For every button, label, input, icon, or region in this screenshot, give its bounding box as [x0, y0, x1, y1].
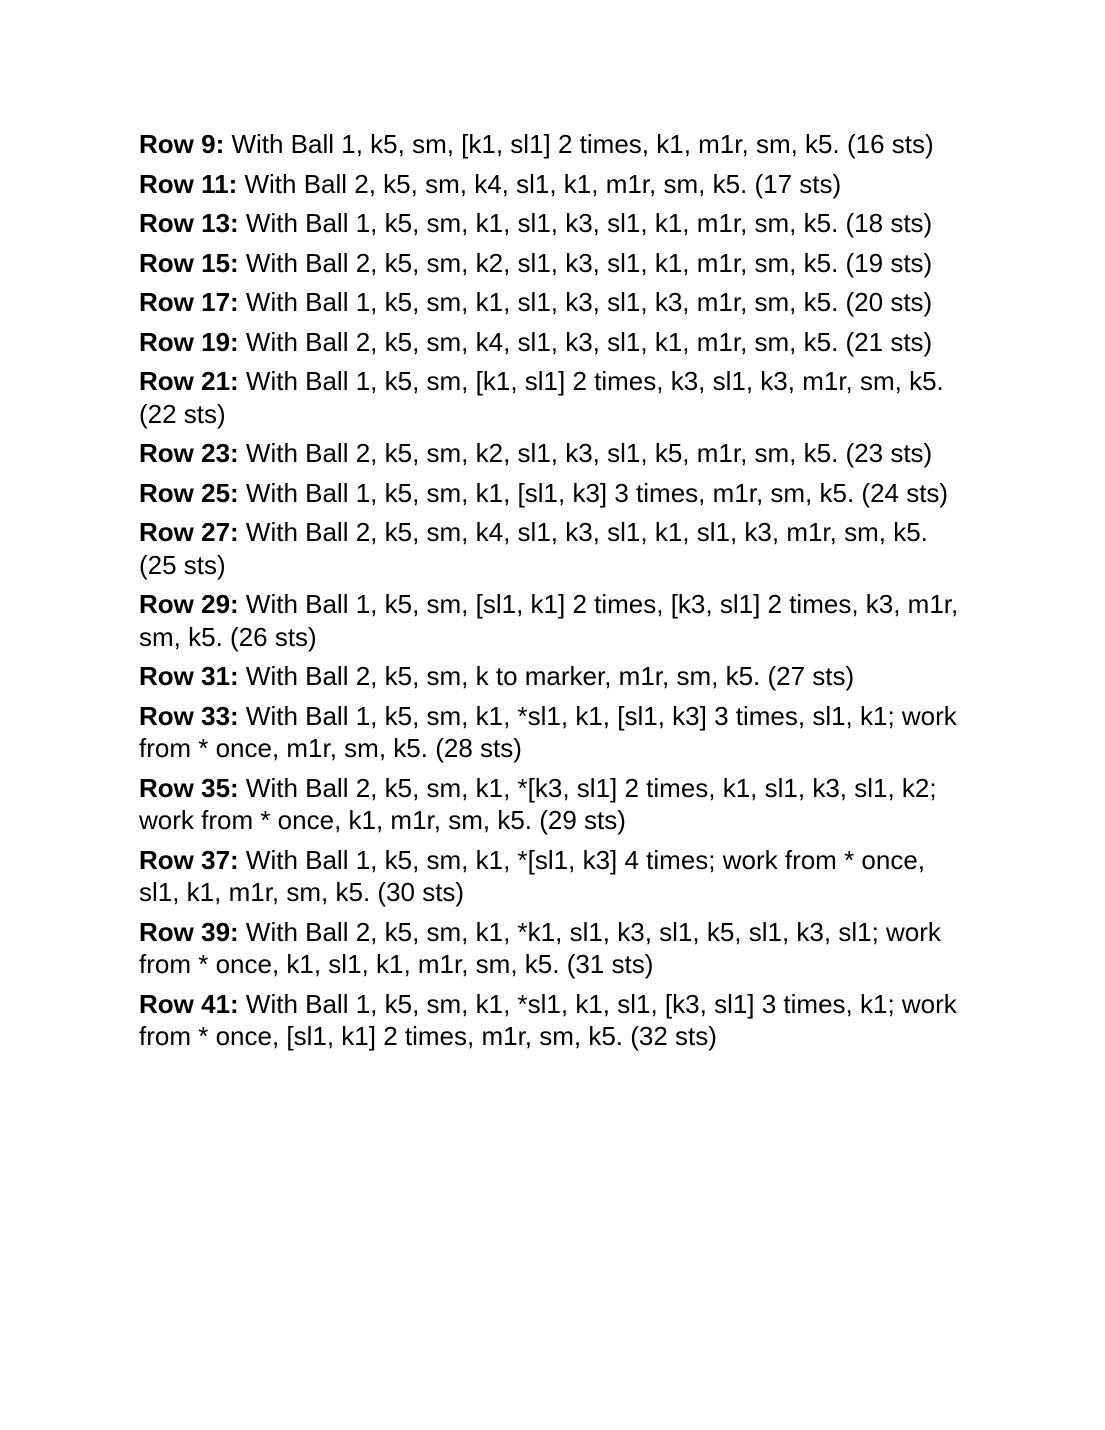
row-label: Row 21: — [139, 366, 239, 396]
row-text: With Ball 2, k5, sm, k4, sl1, k3, sl1, k1, m1r, sm, k5. (21 sts) — [238, 326, 933, 357]
row-text: With Ball 2, k5, sm, k4, sl1, k3, sl1, k1, sl1, k3, m1r, sm, k5. (25 sts) — [139, 517, 928, 580]
row-23 — [139, 437, 969, 470]
row-label: Row 29: — [139, 589, 239, 619]
row-text: With Ball 1, k5, sm, [k1, sl1] 2 times, k3, sl1, k3, m1r, sm, k5. (22 sts) — [139, 366, 944, 429]
row-text: With Ball 1, k5, sm, k1, [sl1, k3] 3 times, m1r, sm, k5. (24 sts) — [238, 477, 949, 508]
row-text: With Ball 1, k5, sm, k1, *sl1, k1, [sl1, k3] 3 times, sl1, k1; work from * once, m1r, sm, k5. (28 sts) — [139, 700, 957, 763]
row-29 — [139, 588, 969, 653]
row-label: Row 17: — [139, 287, 239, 317]
row-label: Row 31: — [139, 661, 239, 691]
row-13 — [139, 207, 969, 240]
row-label: Row 33: — [139, 700, 239, 731]
row-41 — [139, 988, 969, 1053]
row-11 — [139, 168, 969, 201]
row-label: Row 37: — [139, 844, 239, 875]
row-label: Row 25: — [139, 477, 239, 508]
pattern-instructions — [139, 128, 969, 1060]
row-33 — [139, 700, 969, 765]
row-label: Row 13: — [139, 208, 239, 238]
row-39 — [139, 916, 969, 981]
row-19 — [139, 326, 969, 359]
row-text: With Ball 1, k5, sm, k1, *[sl1, k3] 4 times; work from * once, sl1, k1, m1r, sm, k5. (30 sts) — [139, 844, 926, 907]
row-25 — [139, 477, 969, 510]
row-text: With Ball 2, k5, sm, k2, sl1, k3, sl1, k1, m1r, sm, k5. (19 sts) — [238, 247, 933, 278]
row-text: With Ball 2, k5, sm, k1, *k1, sl1, k3, sl1, k5, sl1, k3, sl1; work from * once, k1, sl1, k1, m1r, sm, k5. (31 sts) — [139, 916, 941, 979]
row-label: Row 35: — [139, 772, 239, 803]
row-label: Row 15: — [139, 247, 239, 278]
row-label: Row 11: — [139, 168, 238, 199]
row-text: With Ball 2, k5, sm, k2, sl1, k3, sl1, k5, m1r, sm, k5. (23 sts) — [238, 438, 933, 468]
row-text: With Ball 2, k5, sm, k1, *[k3, sl1] 2 times, k1, sl1, k3, sl1, k2; work from * once, k1, m1r, sm, k5. (29 sts) — [139, 772, 937, 835]
row-text: With Ball 2, k5, sm, k to marker, m1r, sm, k5. (27 sts) — [238, 661, 855, 691]
row-text: With Ball 1, k5, sm, k1, sl1, k3, sl1, k1, m1r, sm, k5. (18 sts) — [238, 208, 933, 238]
row-text: With Ball 1, k5, sm, [sl1, k1] 2 times, [k3, sl1] 2 times, k3, m1r, sm, k5. (26 sts) — [139, 589, 959, 652]
row-label: Row 23: — [139, 438, 239, 468]
row-text: With Ball 1, k5, sm, k1, sl1, k3, sl1, k3, m1r, sm, k5. (20 sts) — [238, 287, 933, 317]
row-9 — [139, 128, 969, 161]
row-37 — [139, 844, 969, 909]
row-21 — [139, 365, 969, 430]
row-label: Row 27: — [139, 517, 239, 547]
row-label: Row 41: — [139, 988, 239, 1019]
row-35 — [139, 772, 969, 837]
row-15 — [139, 247, 969, 280]
row-label: Row 39: — [139, 916, 239, 947]
row-label: Row 19: — [139, 326, 239, 357]
row-label: Row 9: — [139, 129, 225, 159]
row-text: With Ball 1, k5, sm, [k1, sl1] 2 times, k1, m1r, sm, k5. (16 sts) — [224, 129, 934, 159]
row-27 — [139, 516, 969, 581]
row-17 — [139, 286, 969, 319]
row-text: With Ball 2, k5, sm, k4, sl1, k1, m1r, sm, k5. (17 sts) — [237, 168, 842, 199]
row-text: With Ball 1, k5, sm, k1, *sl1, k1, sl1, [k3, sl1] 3 times, k1; work from * once, [sl1, k1] 2 times, m1r, sm, k5. (32 sts) — [139, 988, 957, 1051]
row-31 — [139, 660, 969, 693]
